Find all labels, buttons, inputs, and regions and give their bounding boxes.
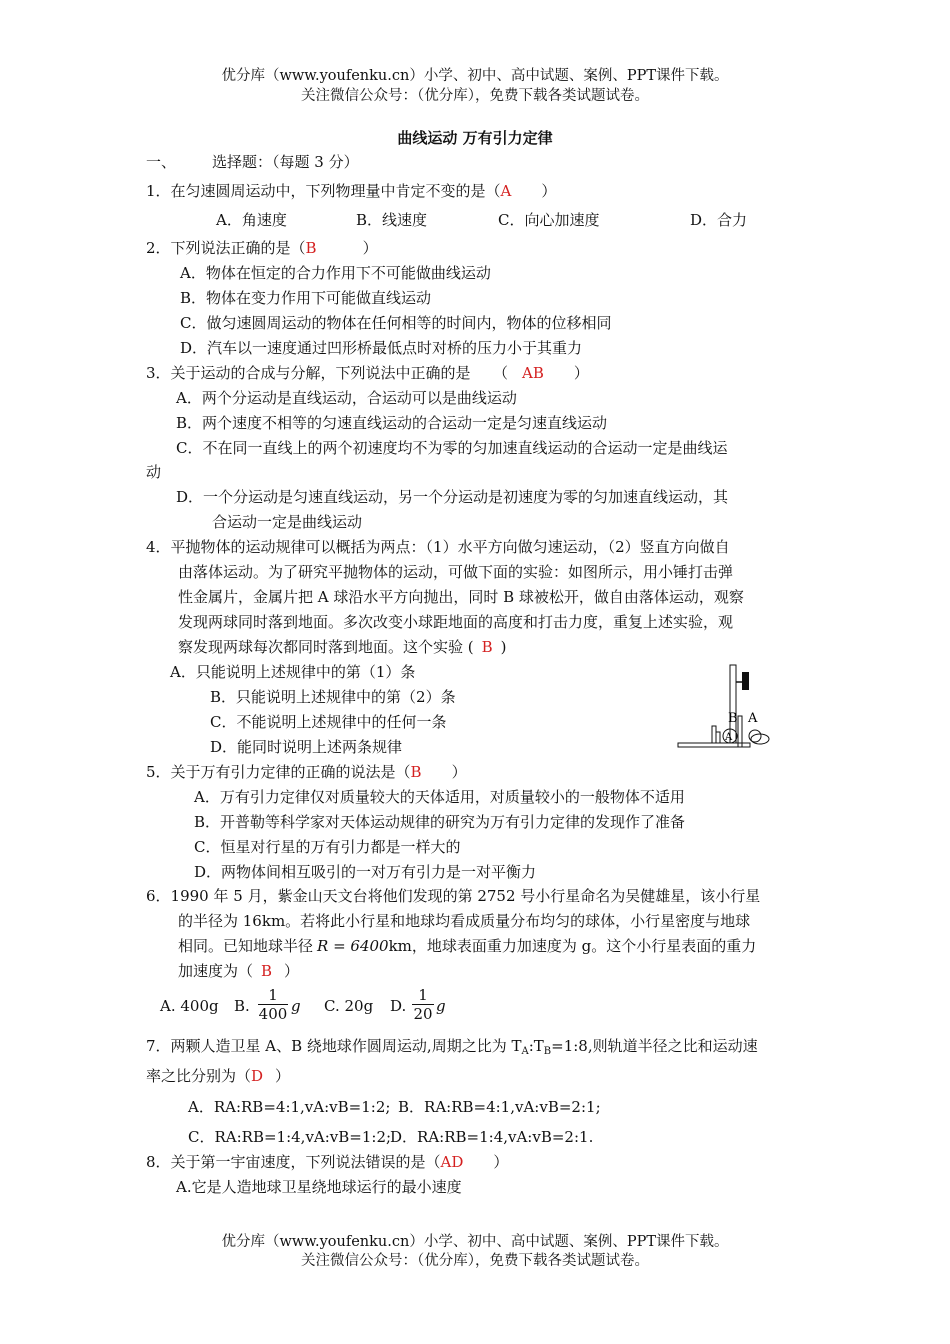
question-close: ） <box>451 763 467 781</box>
numerator: 1 <box>258 986 288 1005</box>
question-3 <box>146 363 589 383</box>
option-a: A．万有引力定律仅对质量较大的天体适用，对质量较小的一般物体不适用 <box>194 788 685 806</box>
question-stem: 8．关于第一宇宙速度，下列说法错误的是（ <box>146 1153 441 1171</box>
option-c: C．做匀速圆周运动的物体在任何相等的时间内，物体的位移相同 <box>180 314 612 332</box>
answer: B <box>305 239 317 257</box>
question-close: ） <box>541 182 557 200</box>
option-c: C．不能说明上述规律中的任何一条 <box>210 713 447 731</box>
option-a: A．角速度 <box>216 211 287 229</box>
fraction-d <box>412 986 434 1023</box>
question-5 <box>146 762 467 782</box>
option-d: D．汽车以一速度通过凹形桥最低点时对桥的压力小于其重力 <box>180 339 583 357</box>
option-b: B. <box>234 997 250 1015</box>
answer: B <box>481 638 493 656</box>
equation: R = 6400 <box>317 937 389 955</box>
question-stem-rest: km，地球表面重力加速度为 g。这个小行星表面的重力 <box>388 937 757 955</box>
question-close: ) <box>500 638 507 656</box>
option-d: D．两物体间相互吸引的一对万有引力是一对平衡力 <box>194 863 537 881</box>
page-title: 曲线运动 万有引力定律 <box>397 129 553 147</box>
denominator: 20 <box>413 1005 433 1023</box>
hammer-icon <box>742 672 749 690</box>
option-d: D．RA:RB=1:4,vA:vB=2:1. <box>390 1128 594 1146</box>
subscript: B <box>543 1046 552 1057</box>
section-label: 选择题：（每题 3 分） <box>212 153 359 171</box>
label-a: A <box>748 711 758 726</box>
option-c: C. 20g <box>324 997 374 1015</box>
question-stem: :T <box>528 1037 544 1055</box>
numerator: 1 <box>412 986 434 1005</box>
section-number: 一、 <box>146 153 177 171</box>
option-a: A．RA:RB=4:1,vA:vB=1:2; <box>188 1098 391 1116</box>
option-b: B．开普勒等科学家对天体运动规律的研究为万有引力定律的发现作了准备 <box>194 813 686 831</box>
question-stem: 7．两颗人造卫星 A、B 绕地球作圆周运动,周期之比为 T <box>146 1037 522 1055</box>
question-6-line-3 <box>178 936 756 956</box>
question-6-line-2: 的半径为 16km。若将此小行星和地球均看成质量分布均匀的球体，小行星密度与地球 <box>178 912 751 930</box>
question-6-line-4 <box>178 961 299 981</box>
answer: D <box>251 1067 264 1085</box>
question-stem: 3．关于运动的合成与分解，下列说法中正确的是 （ <box>146 364 509 382</box>
label-b: B <box>728 711 738 726</box>
question-stem: =1:8,则轨道半径之比和运动速 <box>551 1037 758 1055</box>
question-4-line-4: 发现两球同时落到地面。多次改变小球距地面的高度和打击力度，重复上述实验，观 <box>178 613 734 631</box>
question-close: ） <box>493 1153 509 1171</box>
option-a: A.它是人造地球卫星绕地球运行的最小速度 <box>176 1178 462 1196</box>
option-c: C．不在同一直线上的两个初速度均不为零的匀加速直线运动的合运动一定是曲线运 <box>176 439 728 457</box>
option-b: B．只能说明上述规律中的第（2）条 <box>210 688 456 706</box>
question-4-line-3: 性金属片，金属片把 A 球沿水平方向抛出，同时 B 球被松开，做自由落体运动，观察 <box>178 588 744 606</box>
option-c: C．RA:RB=1:4,vA:vB=1:2; <box>188 1128 392 1146</box>
answer: B <box>410 763 422 781</box>
option-a: A. 400g <box>160 997 219 1015</box>
question-stem: 1．在匀速圆周运动中，下列物理量中肯定不变的是（ <box>146 182 501 200</box>
question-6-line-1: 6．1990 年 5 月，紫金山天文台将他们发现的第 2752 号小行星命名为吴健雄星，该小行星 <box>146 887 761 905</box>
g-symbol: g <box>291 997 301 1015</box>
option-c: C．向心加速度 <box>498 211 600 229</box>
question-close: ） <box>573 364 589 382</box>
question-1 <box>146 181 556 201</box>
option-a: A．物体在恒定的合力作用下不可能做曲线运动 <box>180 264 491 282</box>
g-symbol: g <box>436 997 446 1015</box>
answer: AB <box>522 364 544 382</box>
header-line-1: 优分库（www.youfenku.cn）小学、初中、高中试题、案例、PPT课件下载。 <box>221 68 729 84</box>
header-line-2: 关注微信公众号：（优分库），免费下载各类试题试卷。 <box>301 88 649 104</box>
denominator: 400 <box>258 1005 288 1023</box>
question-stem: 率之比分别为（ <box>146 1067 252 1085</box>
question-stem: 相同。已知地球半径 <box>178 937 314 955</box>
option-d-continued: 合运动一定是曲线运动 <box>212 513 363 531</box>
option-a: A．两个分运动是直线运动，合运动可以是曲线运动 <box>176 389 517 407</box>
option-b: B．线速度 <box>356 211 428 229</box>
question-stem: 2．下列说法正确的是（ <box>146 239 306 257</box>
fraction-b <box>258 986 288 1023</box>
subscript: A <box>521 1046 529 1057</box>
option-c-continued: 动 <box>146 463 162 481</box>
question-stem: 5．关于万有引力定律的正确的说法是（ <box>146 763 411 781</box>
question-4-line-2: 由落体运动。为了研究平抛物体的运动，可做下面的实验：如图所示，用小锤打击弹 <box>178 563 734 581</box>
question-stem: 察发现两球每次都同时落到地面。这个实验 ( <box>178 638 474 656</box>
base-plate <box>678 743 750 747</box>
question-4-line-5 <box>178 637 507 657</box>
question-4-line-1: 4．平抛物体的运动规律可以概括为两点：（1）水平方向做匀速运动，（2）竖直方向做自 <box>146 538 730 556</box>
option-b: B．物体在变力作用下可能做直线运动 <box>180 289 432 307</box>
option-b: B．RA:RB=4:1,vA:vB=2:1; <box>398 1098 601 1116</box>
answer: A <box>500 182 512 200</box>
question-7-line-1 <box>146 1036 758 1062</box>
question-close: ） <box>284 962 300 980</box>
question-8 <box>146 1152 508 1172</box>
option-b: B．两个速度不相等的匀速直线运动的合运动一定是匀速直线运动 <box>176 414 608 432</box>
question-2 <box>146 238 378 258</box>
question-7-line-2 <box>146 1066 290 1086</box>
question-stem: 加速度为（ <box>178 962 254 980</box>
footer-line-1: 优分库（www.youfenku.cn）小学、初中、高中试题、案例、PPT课件下载。 <box>221 1234 729 1250</box>
answer: AD <box>440 1153 464 1171</box>
question-close: ） <box>362 239 378 257</box>
option-d: D．能同时说明上述两条规律 <box>210 738 403 756</box>
footer-line-2: 关注微信公众号：（优分库），免费下载各类试题试卷。 <box>301 1253 649 1269</box>
answer: B <box>261 962 273 980</box>
option-d: D．一个分运动是匀速直线运动，另一个分运动是初速度为零的匀加速直线运动，其 <box>176 488 729 506</box>
option-d: D．合力 <box>690 211 748 229</box>
option-c: C．恒星对行星的万有引力都是一样大的 <box>194 838 461 856</box>
question-close: ） <box>275 1067 291 1085</box>
label-ball-a: A <box>725 732 733 743</box>
option-d: D. <box>390 997 407 1015</box>
experiment-figure <box>674 660 774 756</box>
option-a: A．只能说明上述规律中的第（1）条 <box>170 663 416 681</box>
